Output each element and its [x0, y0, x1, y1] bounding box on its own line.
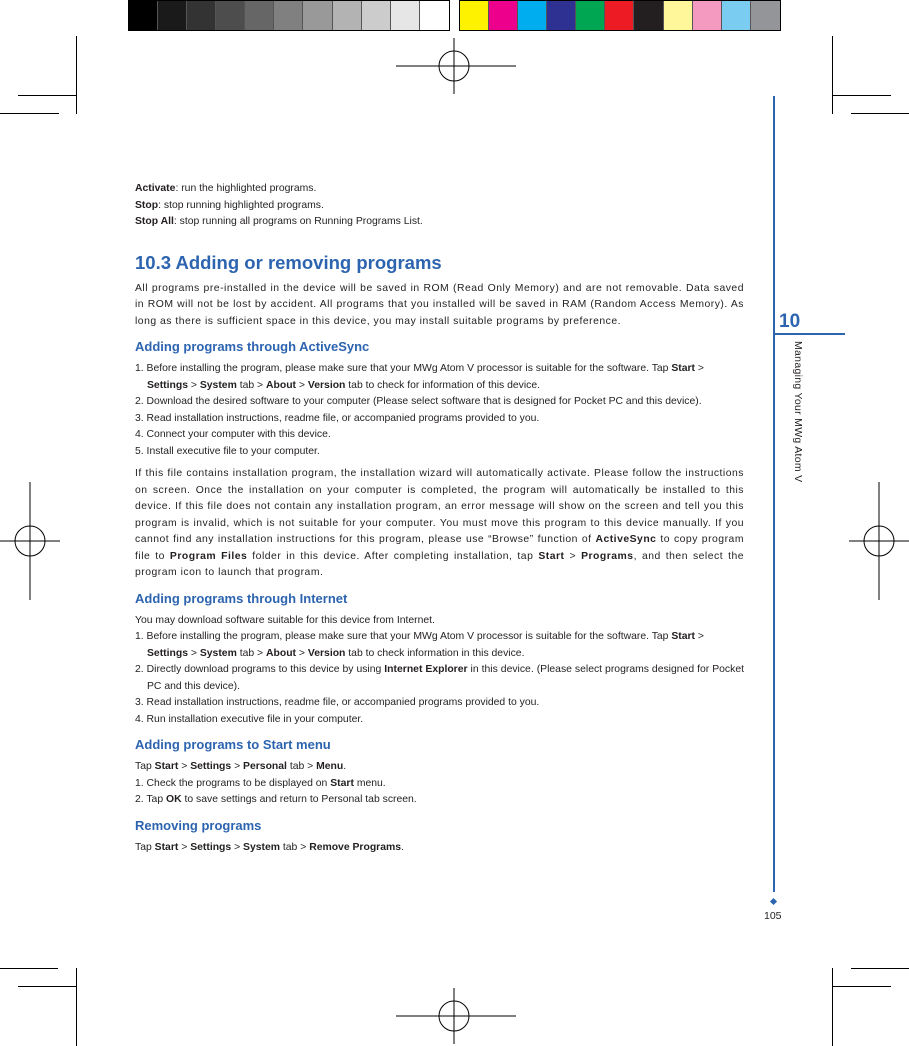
start-menu-path: Tap Start > Settings > Personal tab > Menu.: [135, 761, 347, 772]
color-swatch: [129, 1, 158, 30]
crop-mark: [851, 968, 909, 969]
list-item: 1. Before installing the program, please make sure that your MWg Atom V processor is suitable for the software. Tap Start > Settings > System tab > About > Version tab to check information in this device.: [135, 631, 704, 659]
heading-activesync: Adding programs through ActiveSync: [135, 339, 370, 354]
crop-mark: [18, 95, 76, 96]
color-swatch: [460, 1, 489, 30]
color-swatch: [362, 1, 391, 30]
color-swatch: [605, 1, 634, 30]
crop-mark: [0, 968, 58, 969]
registration-mark-top: [396, 38, 516, 94]
crop-mark: [833, 986, 891, 987]
section-intro: All programs pre-installed in the device will be saved in ROM (Read Only Memory) and are not removable. Data saved in ROM will not be lost by accident. All programs that you installed will be saved in RAM (Random Access Memory). As long as there is sufficient space in this device, you may install suitable programs by preference.: [135, 282, 744, 327]
list-item: 2. Download the desired software to your computer (Please select software that is designed for Pocket PC and this device).: [135, 396, 702, 407]
list-item: 3. Read installation instructions, readme file, or accompanied programs provided to you.: [135, 697, 540, 708]
color-swatch: [722, 1, 751, 30]
color-swatch: [303, 1, 332, 30]
color-swatch: [489, 1, 518, 30]
heading-removing: Removing programs: [135, 817, 262, 833]
list-item: 2. Tap OK to save settings and return to Personal tab screen.: [135, 794, 417, 805]
crop-mark: [18, 986, 76, 987]
color-swatch: [158, 1, 187, 30]
list-item: 5. Install executive file to your computer.: [135, 445, 320, 457]
removing-path: Tap Start > Settings > System tab > Remove Programs.: [135, 841, 404, 853]
crop-mark: [832, 36, 833, 114]
color-swatch: [216, 1, 245, 30]
diamond-bullet-icon: [770, 898, 777, 905]
section-title: 10.3 Adding or removing programs: [135, 251, 442, 273]
color-swatch: [420, 1, 449, 30]
list-item: 4. Run installation executive file in your computer.: [135, 713, 364, 725]
registration-mark-right: [849, 482, 909, 600]
activesync-paragraph: If this file contains installation program, the installation wizard will automatically activate. Please follow the instructions on screen. Once the installation on your computer is completed, the program will automatically be installed to this device. If this file does not contain any installation program, an error message will show on the screen and tell you this program is invalid, which is not suitable for your computer. You must move this program to this device manually. If you cannot find any installation instructions for this program, please use “Browse” function of ActiveSync to copy program file to Program Files folder in this device. After completing installation, tap Start > Programs, and then select the program icon to launch that program.: [135, 468, 745, 578]
chapter-number: 10: [779, 311, 801, 332]
list-item: 3. Read installation instructions, readme file, or accompanied programs provided to you.: [135, 412, 540, 424]
list-item: 2. Directly download programs to this device by using Internet Explorer in this device. (Please select programs designed for Pocket PC and this device).: [135, 664, 744, 692]
chapter-rule: [775, 333, 845, 335]
registration-mark-bottom: [396, 988, 516, 1044]
color-swatch: [576, 1, 605, 30]
page-content: [135, 181, 744, 856]
crop-mark: [0, 113, 58, 114]
color-swatch: [391, 1, 420, 30]
intro-line: Stop: stop running highlighted programs.: [135, 199, 324, 211]
chapter-title: Managing Your MWg Atom V: [792, 341, 804, 483]
color-swatch: [751, 1, 780, 30]
color-swatch: [664, 1, 693, 30]
intro-line: Stop All: stop running all programs on Running Programs List.: [135, 216, 423, 227]
color-swatch: [693, 1, 722, 30]
crop-mark: [58, 113, 59, 114]
crop-mark: [833, 95, 891, 96]
color-swatch: [245, 1, 274, 30]
intro-line: Activate: run the highlighted programs.: [135, 183, 317, 194]
heading-start-menu: Adding programs to Start menu: [135, 737, 331, 752]
heading-internet: Adding programs through Internet: [135, 590, 348, 606]
color-swatch: [518, 1, 547, 30]
list-item: 1. Check the programs to be displayed on Start menu.: [135, 777, 386, 789]
color-bar: [459, 0, 781, 31]
color-swatch: [333, 1, 362, 30]
internet-intro: You may download software suitable for this device from Internet.: [135, 614, 435, 626]
color-swatch: [274, 1, 303, 30]
color-swatch: [547, 1, 576, 30]
crop-mark: [832, 968, 833, 1046]
crop-mark: [76, 36, 77, 114]
crop-mark: [76, 968, 77, 1046]
sidebar-rule: [773, 96, 775, 892]
list-item: 1. Before installing the program, please make sure that your MWg Atom V processor is suitable for the software. Tap Start > Settings > System tab > About > Version tab to check for information of this device.: [135, 363, 704, 391]
crop-mark: [851, 113, 909, 114]
page-number: 105: [764, 910, 782, 922]
grayscale-bar: [128, 0, 450, 31]
color-swatch: [187, 1, 216, 30]
registration-mark-left: [0, 482, 60, 600]
color-swatch: [634, 1, 663, 30]
list-item: 4. Connect your computer with this device.: [135, 429, 331, 440]
